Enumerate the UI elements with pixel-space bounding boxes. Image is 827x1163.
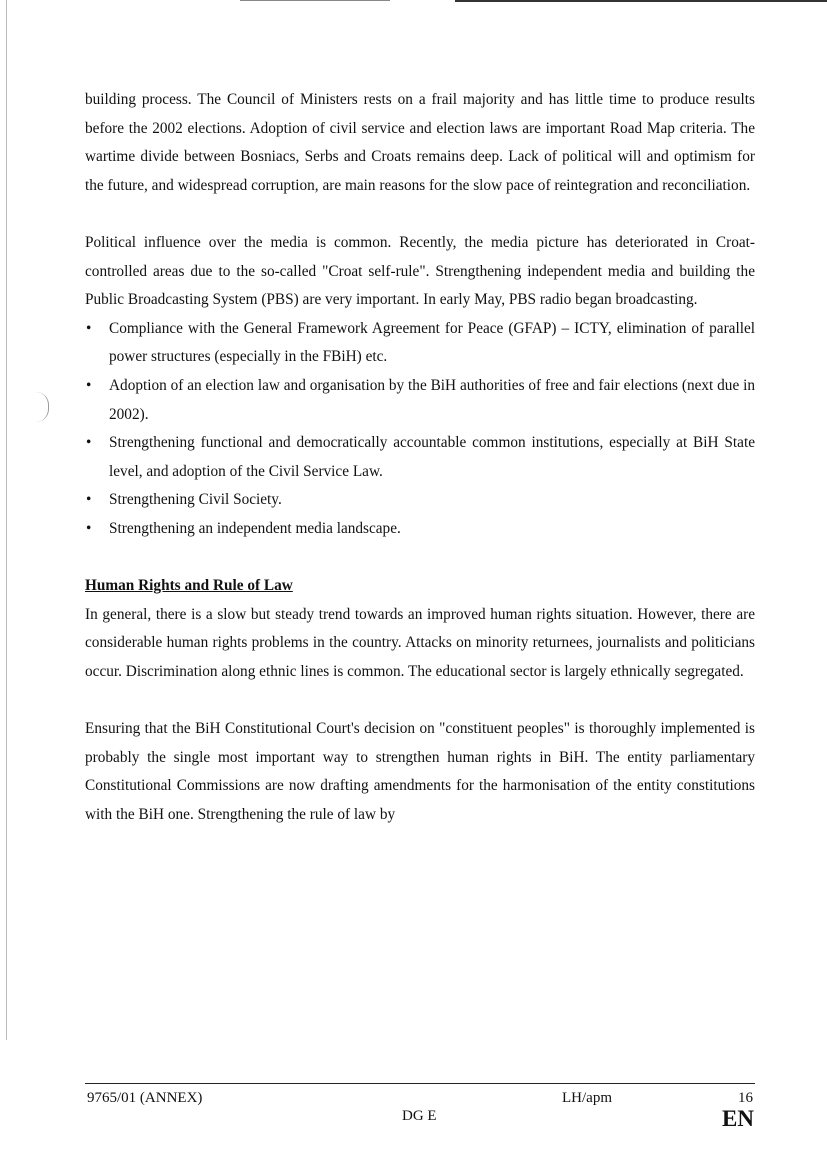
- scan-artifact-mark: [36, 392, 49, 422]
- list-item: • Strengthening Civil Society.: [85, 486, 755, 515]
- language-code: EN: [722, 1106, 754, 1131]
- scan-artifact-line: [240, 0, 390, 1]
- author-initials: LH/apm: [562, 1090, 612, 1106]
- paragraph: building process. The Council of Ministers rests on a frail majority and has little time to produce results before the 2002 elections. Adoption of civil service and election laws are important Road Map criteria. The wartime divide between Bosniacs, Serbs and Croats remains deep. Lack of political will and optimism for the future, and widespread corruption, are main reasons for the slow pace of reintegration and reconciliation.: [85, 91, 755, 194]
- scan-artifact-line: [455, 0, 827, 2]
- paragraph: In general, there is a slow but steady trend towards an improved human rights situation. However, there are considerable human rights problems in the country. Attacks on minority returnees, journalists and politicians occur. Discrimination along ethnic lines is common. The educational sector is largely ethnically segregated.: [85, 605, 755, 680]
- paragraph: Ensuring that the BiH Constitutional Court's decision on "constituent peoples" is thoroughly implemented is probably the single most important way to strengthen human rights in BiH. The entity parliamentary Constitutional Commissions are now drafting amendments for the harmonisation of the entity constitutions with the BiH one. Strengthening the rule of law by: [85, 720, 755, 823]
- paragraph-gap: [85, 544, 755, 573]
- list-item: • Adoption of an election law and organisation by the BiH authorities of free and fair elections (next due in 2002).: [85, 372, 755, 429]
- page-number: 16: [738, 1090, 753, 1106]
- section-heading: Human Rights and Rule of Law: [85, 577, 293, 595]
- paragraph-gap: [85, 686, 755, 715]
- list-item: • Strengthening an independent media landscape.: [85, 515, 755, 544]
- priority-list: [85, 315, 755, 544]
- directorate-label: DG E: [402, 1108, 437, 1124]
- list-item: • Strengthening functional and democratically accountable common institutions, especially at BiH State level, and adoption of the Civil Service Law.: [85, 429, 755, 486]
- paragraph: Political influence over the media is common. Recently, the media picture has deteriorated in Croat-controlled areas due to the so-called "Croat self-rule". Strengthening independent media and building the Public Broadcasting System (PBS) are very important. In early May, PBS radio began broadcasting.: [85, 233, 755, 309]
- document-code: 9765/01 (ANNEX): [87, 1090, 203, 1106]
- paragraph-gap: [85, 200, 755, 229]
- scan-artifact-edge: [6, 0, 7, 1040]
- body-text: [85, 86, 755, 829]
- page-footer: [85, 1083, 755, 1131]
- list-item: • Compliance with the General Framework Agreement for Peace (GFAP) – ICTY, elimination of parallel power structures (especially in the FBiH) etc.: [85, 315, 755, 372]
